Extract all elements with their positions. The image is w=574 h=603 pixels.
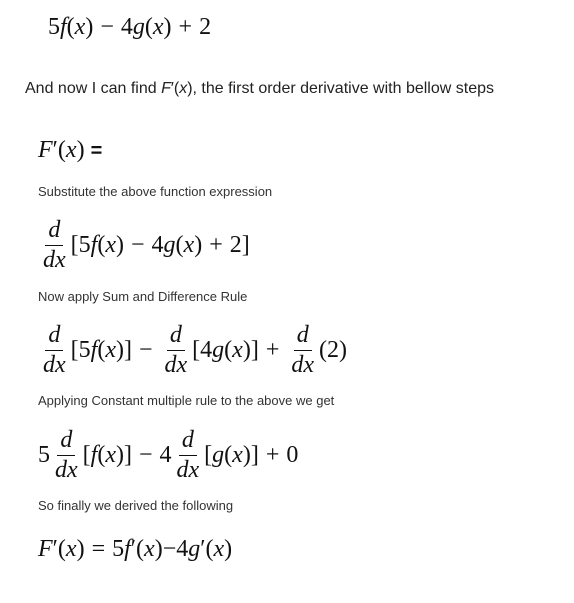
intro-sentence: And now I can find F′(x), the first order derivative with bellow steps bbox=[25, 80, 494, 97]
derivative-operator: $\frac{d}{dx}$ bbox=[291, 322, 315, 379]
step-note-sum-difference: Now apply Sum and Difference Rule bbox=[38, 289, 248, 304]
step-note-constant-multiple: Applying Constant multiple rule to the above we get bbox=[38, 393, 335, 408]
step-sum-difference-expression: $\frac{d}{dx}$ [5f(x)] − $\frac{d}{dx}$ [4g(x)] + $\frac{d}{dx}$ (2) bbox=[38, 323, 347, 378]
final-derivative-result: F′(x) = 5f′(x)−4g′(x) bbox=[38, 536, 233, 562]
step-substitute-expression: $\frac{d}{dx}$ [5f(x) − 4g(x) + 2] bbox=[38, 218, 250, 273]
step-note-final: So finally we derived the following bbox=[38, 498, 234, 513]
step-note-substitute: Substitute the above function expression bbox=[38, 184, 273, 199]
step-constant-multiple-expression: 5 $\frac{d}{dx}$ [f(x)] − 4 $\frac{d}{dx}$ [g(x)] + 0 bbox=[38, 427, 299, 484]
derivative-operator: $\frac{d}{dx}$ bbox=[43, 217, 66, 274]
derivative-operator: $\frac{d}{dx}$ bbox=[43, 322, 66, 379]
derivative-operator: $\frac{d}{dx}$ bbox=[176, 427, 200, 484]
function-expression: 5f(x) − 4g(x) + 2 bbox=[48, 14, 212, 40]
derivative-lhs: F′(x) = bbox=[38, 137, 103, 163]
derivative-operator: $\frac{d}{dx}$ bbox=[55, 427, 78, 484]
derivative-operator: $\frac{d}{dx}$ bbox=[164, 322, 188, 379]
